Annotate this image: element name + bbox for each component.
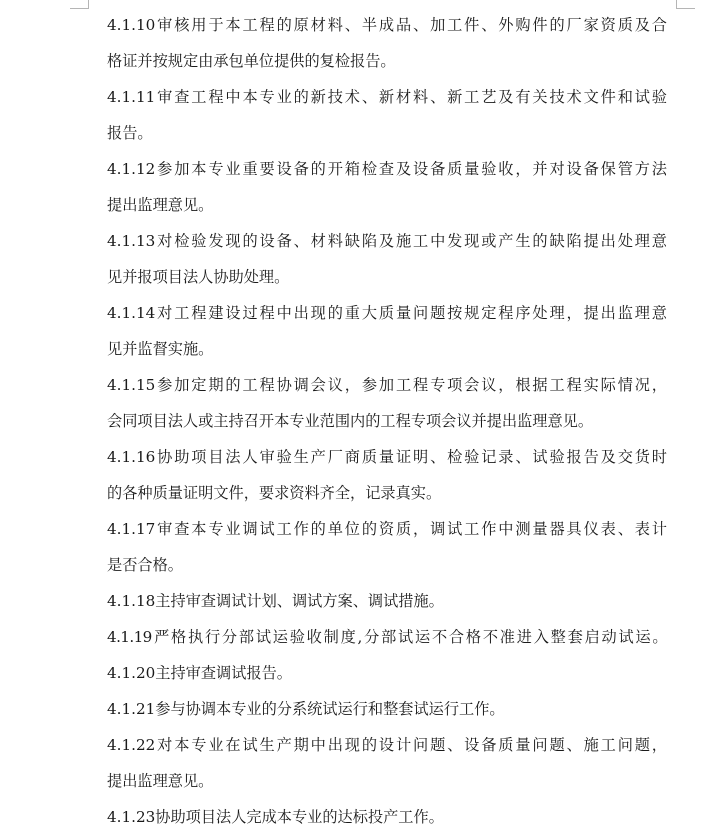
text-line: 见并监督实施。 <box>107 340 214 358</box>
text-line: 4.1.10审核用于本工程的原材料、半成品、加工件、外购件的厂家资质及合 <box>107 16 667 34</box>
text-line: 见并报项目法人协助处理。 <box>107 268 290 286</box>
text-line: 报告。 <box>107 124 153 142</box>
text-line: 的各种质量证明文件，要求资料齐全，记录真实。 <box>107 484 442 502</box>
text-line: 4.1.19严格执行分部试运验收制度,分部试运不合格不准进入整套启动试运。 <box>107 628 667 646</box>
text-line: 4.1.16协助项目法人审验生产厂商质量证明、检验记录、试验报告及交货时 <box>107 448 667 466</box>
text-line: 4.1.14对工程建设过程中出现的重大质量问题按规定程序处理，提出监理意 <box>107 304 667 322</box>
text-line: 4.1.17审查本专业调试工作的单位的资质，调试工作中测量器具仪表、表计 <box>107 520 667 538</box>
text-line: 4.1.21参与协调本专业的分系统试运行和整套试运行工作。 <box>107 700 505 718</box>
text-line: 格证并按规定由承包单位提供的复检报告。 <box>107 52 396 70</box>
text-line: 4.1.15参加定期的工程协调会议，参加工程专项会议，根据工程实际情况， <box>107 376 667 394</box>
text-line: 4.1.11审查工程中本专业的新技术、新材料、新工艺及有关技术文件和试验 <box>107 88 667 106</box>
text-line: 会同项目法人或主持召开本专业范围内的工程专项会议并提出监理意见。 <box>107 412 593 430</box>
text-line: 4.1.12参加本专业重要设备的开箱检查及设备质量验收，并对设备保管方法 <box>107 160 667 178</box>
text-line: 4.1.23协助项目法人完成本专业的达标投产工作。 <box>107 808 444 826</box>
text-line: 4.1.20主持审查调试报告。 <box>107 664 292 682</box>
document-body <box>107 7 667 828</box>
text-line: 4.1.13对检验发现的设备、材料缺陷及施工中发现或产生的缺陷提出处理意 <box>107 232 667 250</box>
text-line: 4.1.22对本专业在试生产期中出现的设计问题、设备质量问题、施工问题， <box>107 736 667 754</box>
text-line: 提出监理意见。 <box>107 772 214 790</box>
page-corner-mark-right <box>676 0 695 9</box>
text-line: 提出监理意见。 <box>107 196 214 214</box>
page-corner-mark-left <box>70 0 89 9</box>
text-line: 4.1.18主持审查调试计划、调试方案、调试措施。 <box>107 592 444 610</box>
text-line: 是否合格。 <box>107 556 183 574</box>
